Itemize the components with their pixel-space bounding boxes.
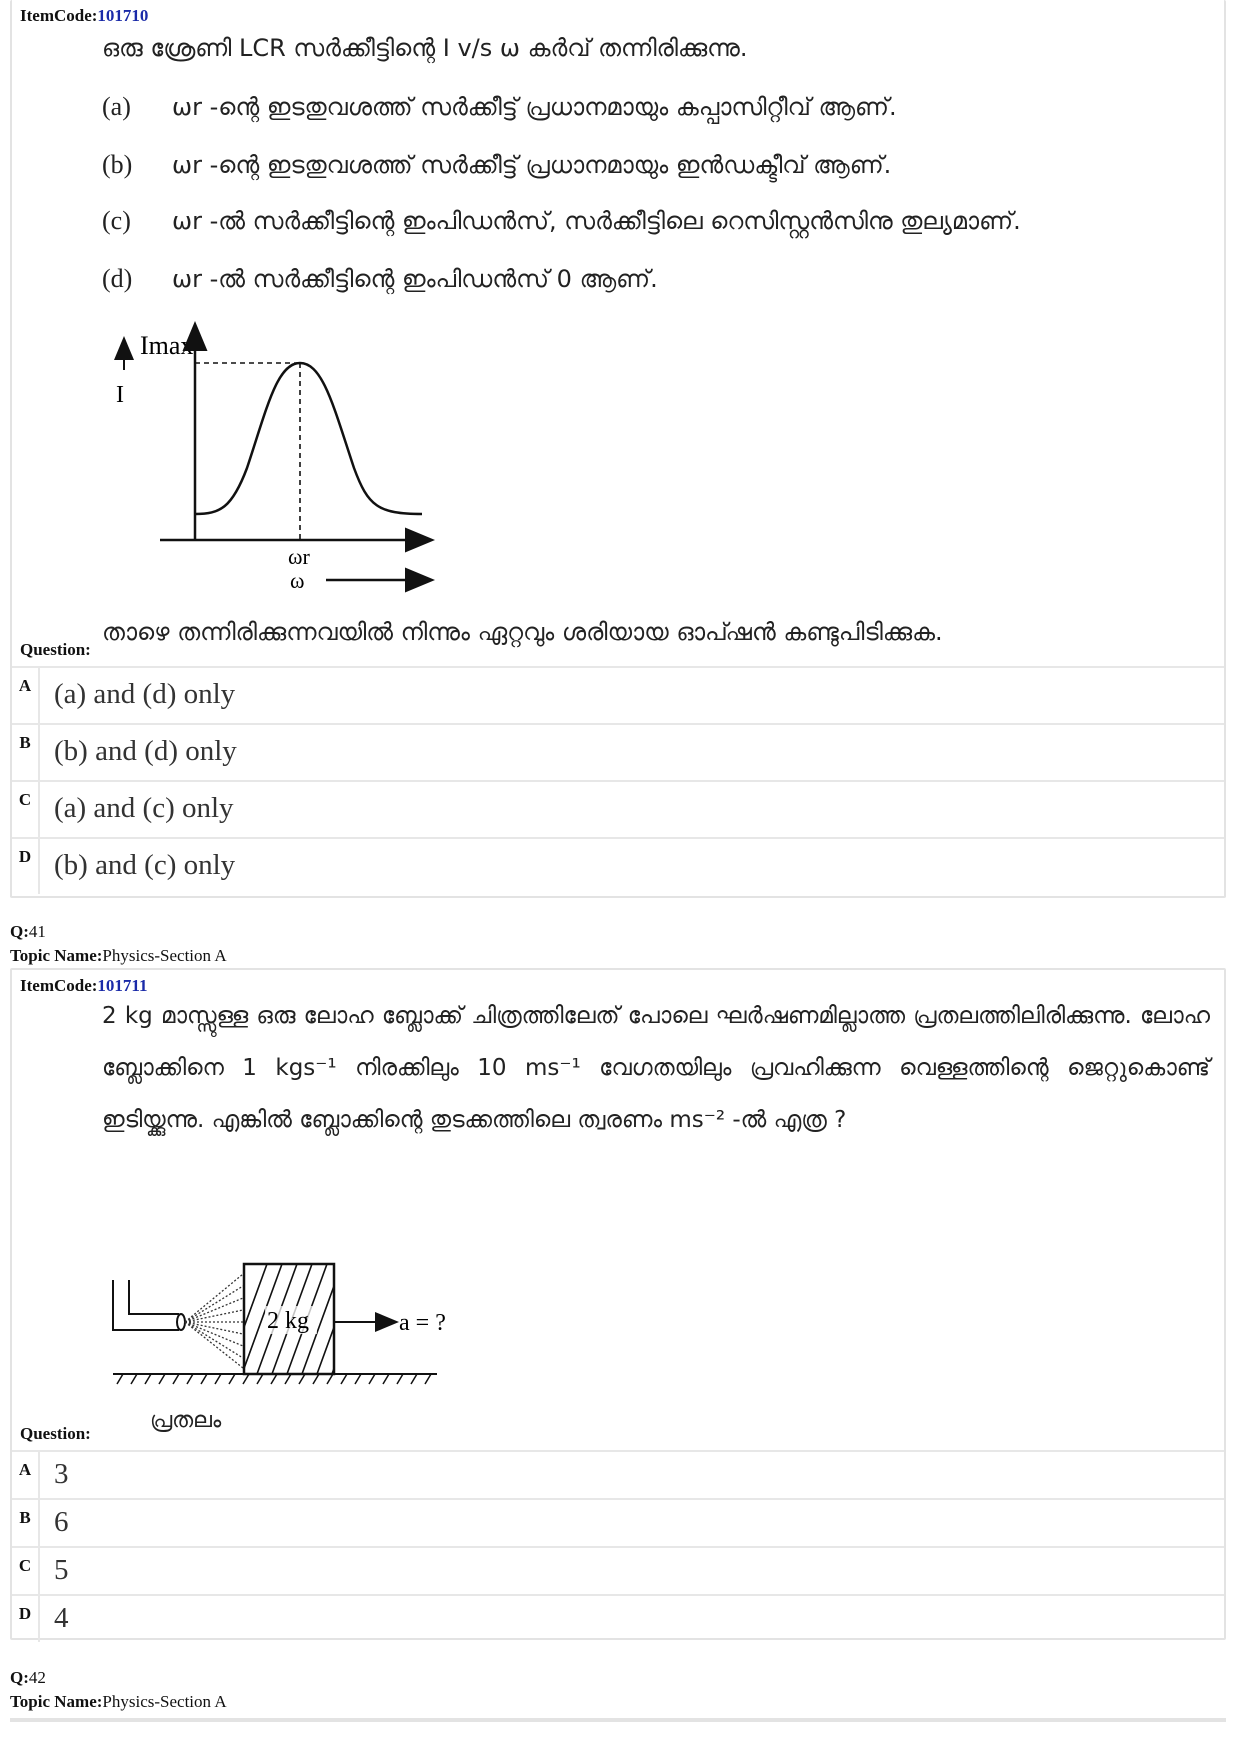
statement-a: (a) ωr -ന്റെ ഇടതുവശത്ത് സർക്കീട്ട് പ്രധാനമായും കപ്പാസിറ്റീവ് ആണ്. bbox=[102, 92, 897, 121]
imax-label: Imax bbox=[140, 331, 194, 360]
option-letter: A bbox=[12, 668, 40, 723]
question-block-101710 bbox=[10, 0, 1226, 898]
option-d[interactable] bbox=[12, 837, 1224, 894]
option-text: 4 bbox=[54, 1602, 69, 1634]
question-label: Question: bbox=[20, 640, 91, 659]
topic-name: Topic Name:Physics-Section A bbox=[10, 946, 227, 965]
question-number: Q:41 bbox=[10, 922, 46, 941]
option-a[interactable] bbox=[12, 1450, 1224, 1498]
question-label: Question: bbox=[20, 1424, 91, 1443]
topic-name: Topic Name:Physics-Section A bbox=[10, 1692, 227, 1711]
options-list bbox=[12, 666, 1224, 894]
omega-label: ω bbox=[290, 568, 305, 593]
item-code: ItemCode:101711 bbox=[20, 976, 148, 995]
option-b[interactable] bbox=[12, 723, 1224, 780]
option-text: 6 bbox=[54, 1506, 69, 1538]
option-letter: D bbox=[12, 1596, 40, 1642]
block-mass-label: 2 kg bbox=[267, 1308, 309, 1334]
option-text: 5 bbox=[54, 1554, 69, 1586]
option-letter: C bbox=[12, 1548, 40, 1594]
option-d[interactable] bbox=[12, 1594, 1224, 1642]
question-instruction: താഴെ തന്നിരിക്കുന്നവയിൽ നിന്നും ഏറ്റവും ശരിയായ ഓപ്ഷൻ കണ്ടുപിടിക്കുക. bbox=[102, 618, 943, 646]
option-letter: B bbox=[12, 1500, 40, 1546]
ground-hatch bbox=[117, 1374, 431, 1384]
option-text: (b) and (d) only bbox=[54, 735, 237, 767]
option-letter: A bbox=[12, 1452, 40, 1498]
next-block-border bbox=[10, 1718, 1226, 1722]
acceleration-label: a = ? bbox=[399, 1310, 446, 1336]
statement-d: (d) ωr -ൽ സർക്കീട്ടിന്റെ ഇംപിഡൻസ് 0 ആണ്. bbox=[102, 264, 658, 293]
option-a[interactable] bbox=[12, 666, 1224, 723]
option-text: (b) and (c) only bbox=[54, 849, 236, 881]
resonance-curve bbox=[195, 363, 422, 514]
option-letter: D bbox=[12, 839, 40, 894]
question-block-101711 bbox=[10, 968, 1226, 1640]
option-text: (a) and (c) only bbox=[54, 792, 234, 824]
statement-c: (c) ωr -ൽ സർക്കീട്ടിന്റെ ഇംപിഡൻസ്, സർക്കീട്ടിലെ റെസിസ്റ്റൻസിനു തുല്യമാണ്. bbox=[102, 206, 1021, 235]
water-spray bbox=[185, 1274, 243, 1368]
question-number: Q:42 bbox=[10, 1668, 46, 1687]
water-jet-block-figure bbox=[107, 1260, 507, 1420]
i-axis-label: I bbox=[116, 382, 124, 408]
option-letter: C bbox=[12, 782, 40, 837]
question-paragraph: 2 kg മാസ്സുള്ള ഒരു ലോഹ ബ്ലോക്ക് ചിത്രത്തിലേത് പോലെ ഘർഷണമില്ലാത്ത പ്രതലത്തിലിരിക്കുന്നു. ലോഹ ബ്ലോക്കിനെ 1 kgs⁻¹ നിരക്കിലും 10 ms⁻¹ വേഗതയിലും പ്രവഹിക്കുന്ന വെള്ളത്തിന്റെ ജെറ്റുകൊണ്ട് ഇടിയ്ക്കുന്നു. എങ്കിൽ ബ്ലോക്കിന്റെ തുടക്കത്തിലെ ത്വരണം ms⁻² -ൽ എത്ര ? bbox=[102, 1003, 1210, 1133]
statement-b: (b) ωr -ന്റെ ഇടതുവശത്ത് സർക്കീട്ട് പ്രധാനമായും ഇൻഡക്ടീവ് ആണ്. bbox=[102, 150, 892, 179]
option-text: (a) and (d) only bbox=[54, 678, 236, 710]
surface-label: പ്രതലം bbox=[150, 1408, 222, 1433]
resonance-curve-figure bbox=[102, 318, 442, 598]
options-list bbox=[12, 1450, 1224, 1642]
pipe bbox=[113, 1280, 179, 1330]
option-text: 3 bbox=[54, 1458, 69, 1490]
question-stem: ഒരു ശ്രേണി LCR സർക്കീട്ടിന്റെ I v/s ω കർവ് തന്നിരിക്കുന്നു. bbox=[102, 34, 748, 62]
item-code: ItemCode:101710 bbox=[20, 6, 149, 25]
option-c[interactable] bbox=[12, 1546, 1224, 1594]
option-letter: B bbox=[12, 725, 40, 780]
option-b[interactable] bbox=[12, 1498, 1224, 1546]
option-c[interactable] bbox=[12, 780, 1224, 837]
omega-r-label: ωr bbox=[288, 544, 310, 569]
